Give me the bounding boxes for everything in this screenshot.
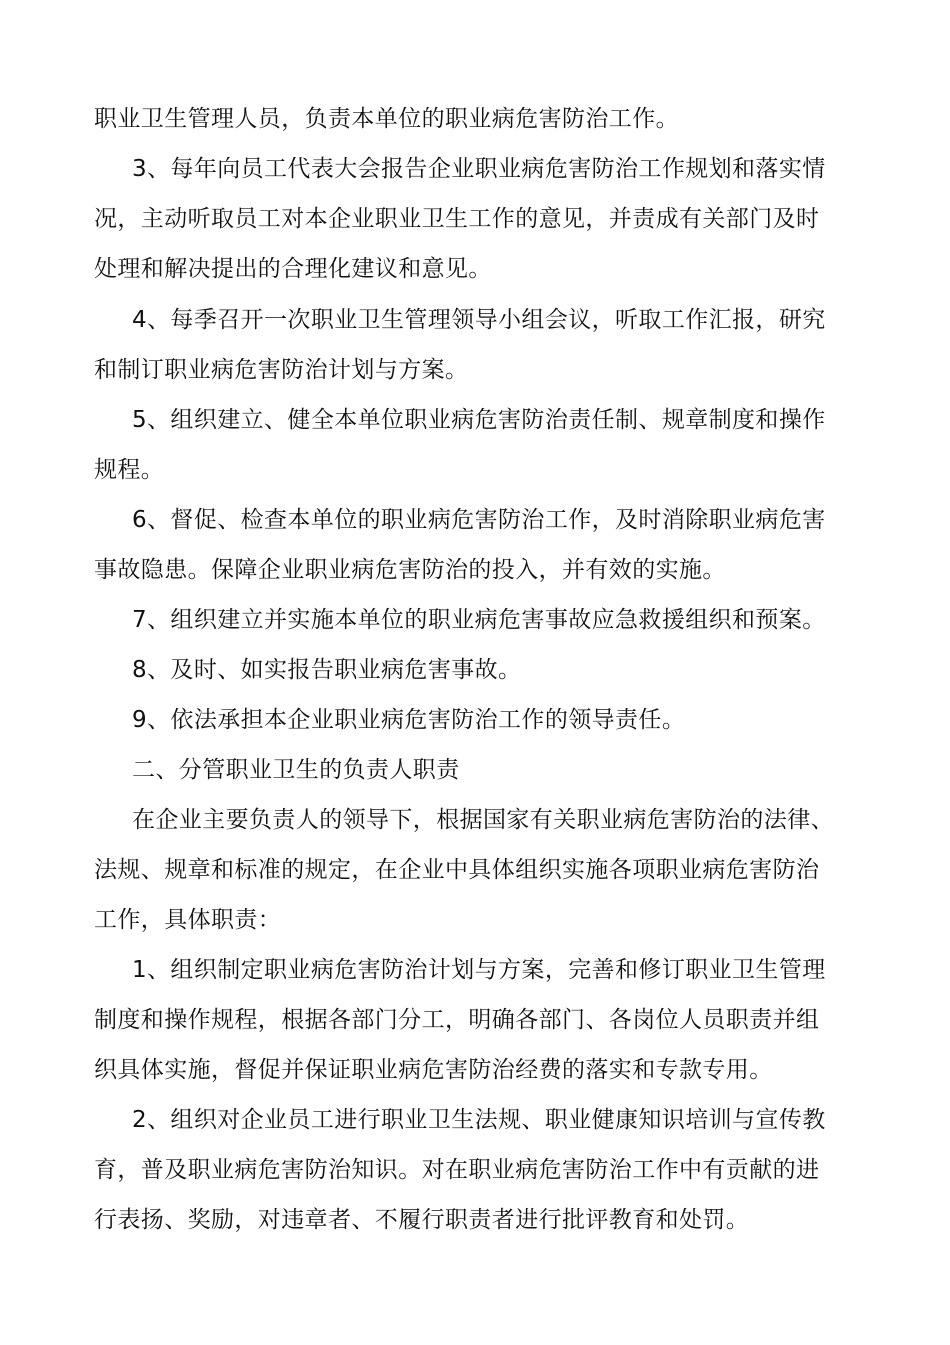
text-line: 规程。 — [94, 457, 165, 483]
text-line: 和制订职业病危害防治计划与方案。 — [94, 357, 469, 383]
text-line: 7、组织建立并实施本单位的职业病危害事故应急救援组织和预案。 — [132, 607, 826, 633]
text-line: 法规、规章和标准的规定，在企业中具体组织实施各项职业病危害防治 — [94, 857, 820, 883]
text-line: 织具体实施，督促并保证职业病危害防治经费的落实和专款专用。 — [94, 1057, 773, 1083]
text-line: 事故隐患。保障企业职业病危害防治的投入，并有效的实施。 — [94, 557, 726, 583]
text-line: 6、督促、检查本单位的职业病危害防治工作，及时消除职业病危害 — [132, 507, 826, 533]
text-line: 9、依法承担本企业职业病危害防治工作的领导责任。 — [132, 707, 686, 733]
text-line: 工作，具体职责： — [94, 907, 282, 933]
text-line: 制度和操作规程，根据各部门分工，明确各部门、各岗位人员职责并组 — [94, 1007, 820, 1033]
text-line: 况，主动听取员工对本企业职业卫生工作的意见，并责成有关部门及时 — [94, 206, 820, 232]
text-line: 处理和解决提出的合理化建议和意见。 — [94, 256, 492, 282]
section-heading: 二、分管职业卫生的负责人职责 — [132, 757, 460, 783]
text-line: 1、组织制定职业病危害防治计划与方案，完善和修订职业卫生管理 — [132, 957, 826, 983]
text-line: 职业卫生管理人员，负责本单位的职业病危害防治工作。 — [94, 106, 679, 132]
text-line: 4、每季召开一次职业卫生管理领导小组会议，听取工作汇报，研究 — [132, 307, 826, 333]
text-line: 5、组织建立、健全本单位职业病危害防治责任制、规章制度和操作 — [132, 407, 826, 433]
text-line: 8、及时、如实报告职业病危害事故。 — [132, 657, 522, 683]
text-line: 在企业主要负责人的领导下，根据国家有关职业病危害防治的法律、 — [132, 807, 834, 833]
text-line: 3、每年向员工代表大会报告企业职业病危害防治工作规划和落实情 — [132, 156, 826, 182]
text-line: 育，普及职业病危害防治知识。对在职业病危害防治工作中有贡献的进 — [94, 1157, 820, 1183]
text-line: 2、组织对企业员工进行职业卫生法规、职业健康知识培训与宣传教 — [132, 1107, 826, 1133]
text-line: 行表扬、奖励，对违章者、不履行职责者进行批评教育和处罚。 — [94, 1207, 750, 1233]
